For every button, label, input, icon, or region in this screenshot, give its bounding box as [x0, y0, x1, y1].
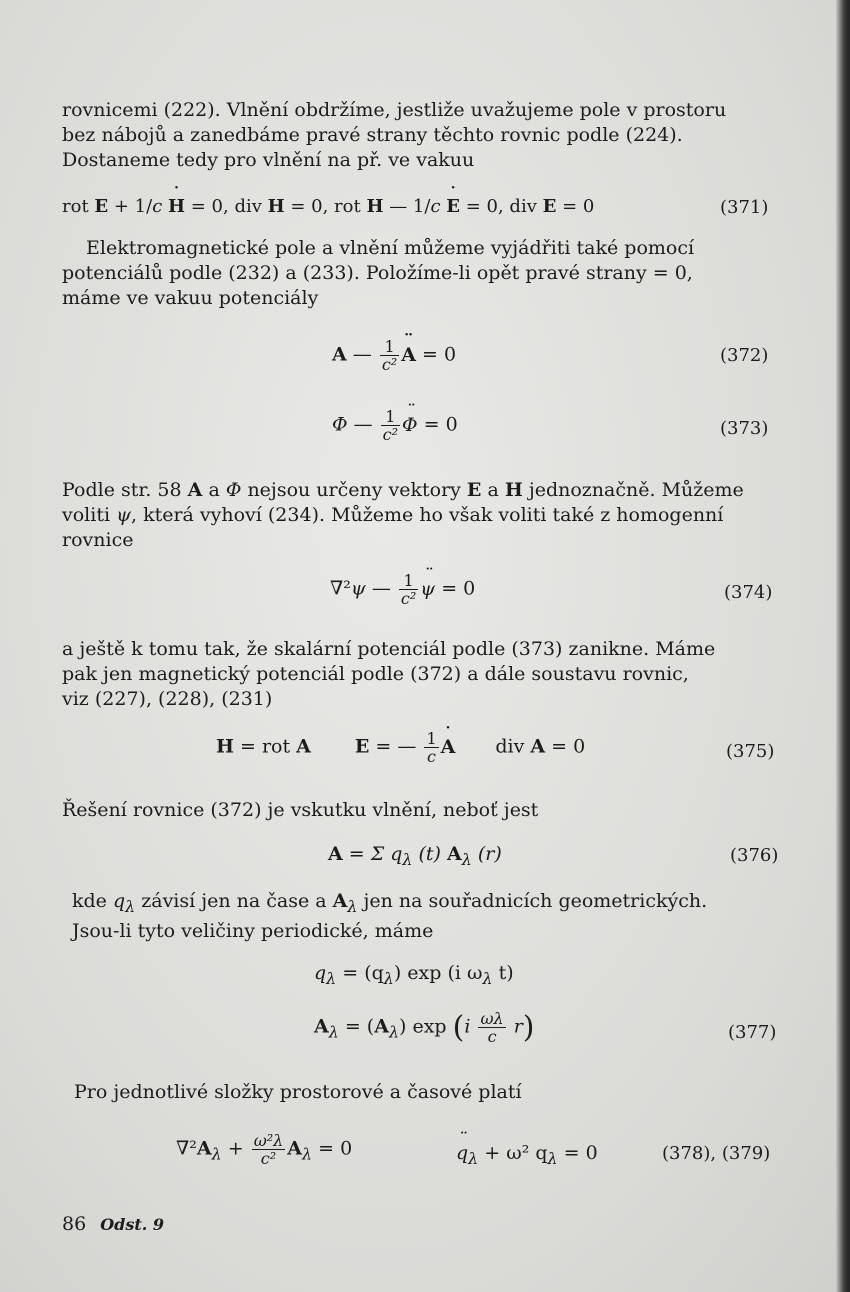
text-run: voliti [62, 504, 117, 526]
text-run: jednoznačně. Můžeme [522, 479, 744, 501]
section-label: Odst. 9 [100, 1215, 164, 1234]
text-line: máme ve vakuu potenciály [62, 287, 319, 309]
paragraph-5 [62, 798, 780, 823]
page-edge-shadow [836, 0, 850, 1292]
text-line: Jsou-li tyto veličiny periodické, máme [72, 919, 434, 942]
paragraph-6 [62, 889, 780, 944]
text-line: bez nábojů a zanedbáme pravé strany těchto rovnic podle (224). [62, 124, 683, 146]
eq-symbol: ˙ E [446, 196, 460, 217]
equation-374 [330, 572, 475, 607]
eq-text: ) exp [399, 1015, 453, 1038]
equation-number-377: (377) [728, 1022, 777, 1043]
eq-symbol: A [374, 1015, 389, 1038]
fraction-numerator: 1 [380, 338, 399, 356]
inline-subscript: λ [125, 896, 136, 916]
eq-symbol: ∇² [176, 1137, 197, 1160]
inline-symbol: H [504, 479, 523, 501]
eq-symbol: q [314, 962, 327, 984]
eq-symbol: Φ [332, 413, 348, 436]
eq-text: (t) [412, 843, 447, 865]
equation-373 [332, 408, 458, 443]
eq-symbol: A [446, 843, 462, 865]
eq-text: + ω² q [478, 1142, 548, 1164]
text-run: závisí jen na čase a [135, 890, 333, 912]
fraction [380, 338, 399, 373]
text-run: jen na souřadnicích geometrických. [357, 890, 708, 912]
text-line [62, 503, 780, 528]
eq-symbol: q [384, 843, 403, 865]
eq-symbol: A [328, 843, 343, 865]
eq-symbol: H [267, 196, 285, 217]
equation-372 [332, 338, 456, 373]
eq-text: rot [62, 196, 95, 217]
fraction [381, 408, 400, 443]
eq-text: = (q [336, 962, 384, 984]
eq-text: t) [492, 962, 514, 984]
inline-symbol: q [112, 890, 126, 912]
text-run: , která vyhoví (234). Můžeme ho však voliti také z homogenní [130, 504, 724, 526]
eq-text: = 0 [417, 413, 458, 436]
equation-379 [456, 1142, 598, 1168]
eq-text: — [346, 343, 378, 366]
eq-text: = 0 [415, 343, 457, 366]
eq-text: = 0 [557, 1142, 598, 1164]
eq-text: (r) [471, 843, 502, 865]
fraction-denominator: c [427, 747, 437, 766]
fraction [424, 730, 438, 765]
eq-symbol: ¨ q [456, 1142, 468, 1164]
eq-symbol: r [507, 1015, 523, 1038]
inline-subscript: λ [347, 896, 358, 916]
inline-symbol: Φ [225, 479, 242, 501]
eq-text: — [365, 577, 397, 600]
eq-text: = 0 [545, 735, 586, 758]
eq-text: div [495, 735, 531, 758]
eq-text: + 1/ [108, 196, 153, 217]
eq-symbol: E [542, 196, 557, 217]
eq-symbol: A [287, 1137, 303, 1160]
equation-375 [216, 730, 585, 765]
fraction [399, 572, 418, 607]
eq-text: = 0 [312, 1137, 353, 1160]
eq-text: = [342, 843, 371, 865]
equation-371 [62, 196, 594, 217]
eq-symbol: A [296, 735, 311, 758]
fraction-denominator: c² [260, 1149, 277, 1168]
eq-text: — 1/ [383, 196, 431, 217]
inline-symbol: A [332, 890, 348, 912]
eq-text: ) exp (i ω [393, 962, 483, 984]
eq-symbol: A [196, 1137, 212, 1160]
fraction [478, 1010, 505, 1045]
text-line: Elektromagnetické pole a vlnění můžeme vyjádřiti také pomocí [86, 237, 695, 259]
eq-subscript: λ [461, 849, 472, 869]
eq-text: = 0 [435, 577, 476, 600]
equation-number-375: (375) [726, 741, 775, 762]
equation-number-373: (373) [720, 418, 769, 439]
eq-subscript: λ [383, 968, 394, 988]
eq-symbol: A [530, 735, 546, 758]
fraction-numerator: 1 [381, 408, 400, 426]
text-line [62, 478, 780, 503]
text-line: a ještě k tomu tak, že skalární potenciál podle (373) zanikne. Máme [62, 638, 716, 660]
fraction-numerator: 1 [399, 572, 418, 590]
eq-text: = ( [338, 1015, 375, 1038]
eq-text: = 0, rot [284, 196, 367, 217]
eq-symbol: E [354, 735, 370, 758]
equation-number-372: (372) [720, 345, 769, 366]
eq-subscript: λ [482, 968, 493, 988]
eq-symbol: E [94, 196, 109, 217]
text-line: rovnice [62, 529, 134, 551]
fraction-numerator: ωλ [480, 1009, 504, 1028]
eq-symbol: A [314, 1015, 329, 1038]
eq-symbol: i [464, 1015, 477, 1038]
eq-subscript: λ [211, 1144, 222, 1164]
fraction-denominator: c² [382, 425, 399, 444]
fraction-numerator: 1 [426, 729, 437, 748]
eq-symbol: Σ [370, 843, 385, 865]
paragraph-2 [62, 236, 780, 311]
equation-377b [314, 1010, 535, 1045]
eq-subscript: λ [328, 1022, 339, 1042]
eq-subscript: λ [302, 1144, 313, 1164]
eq-subscript: λ [326, 968, 337, 988]
equation-number-376: (376) [730, 845, 779, 866]
page-footer [62, 1213, 164, 1235]
right-paren: ) [522, 1010, 535, 1045]
text-line [62, 889, 780, 919]
paragraph-4 [62, 637, 780, 712]
inline-symbol: A [187, 479, 203, 501]
equation-number-374: (374) [724, 582, 773, 603]
equation-376 [328, 843, 502, 869]
page-number: 86 [62, 1213, 87, 1235]
eq-text: = rot [233, 735, 297, 758]
eq-symbol: ¨ ψ [420, 578, 435, 600]
text-line: Pro jednotlivé složky prostorové a časové platí [74, 1081, 522, 1103]
eq-symbol: ¨ A [401, 344, 416, 366]
eq-subscript: λ [468, 1148, 479, 1168]
eq-symbol: ¨ Φ [402, 414, 418, 436]
eq-text: + [221, 1137, 250, 1160]
eq-symbol: ˙ A [441, 736, 456, 758]
fraction-denominator: c [487, 1027, 497, 1046]
left-paren: ( [452, 1010, 465, 1045]
fraction-denominator: c² [400, 589, 417, 608]
equation-377a [314, 962, 514, 988]
eq-subscript: λ [402, 849, 413, 869]
paragraph-1 [62, 98, 780, 173]
text-line: pak jen magnetický potenciál podle (372) a dále soustavu rovnic, [62, 663, 689, 685]
equation-number-378-379: (378), (379) [662, 1143, 771, 1164]
eq-symbol: ψ [350, 577, 366, 600]
eq-symbol: c [152, 196, 163, 217]
eq-subscript: λ [388, 1022, 400, 1042]
text-line: Řešení rovnice (372) je vskutku vlnění, neboť jest [62, 799, 539, 821]
equation-378 [176, 1132, 352, 1167]
equation-number-371: (371) [720, 197, 769, 218]
eq-symbol: ∇² [330, 577, 351, 600]
eq-text: = 0, div [185, 196, 268, 217]
eq-symbol: H [216, 735, 234, 758]
eq-text: = 0, div [460, 196, 543, 217]
eq-symbol: ˙ H [168, 196, 185, 217]
text-line: viz (227), (228), (231) [62, 688, 273, 710]
eq-symbol: H [366, 196, 384, 217]
paragraph-3 [62, 478, 780, 553]
eq-symbol: c [430, 196, 441, 217]
text-line: potenciálů podle (232) a (233). Položíme-li opět pravé strany = 0, [62, 262, 693, 284]
eq-text: = — [369, 735, 423, 758]
eq-text: — [347, 413, 379, 436]
text-run: kde [72, 890, 113, 912]
inline-symbol: ψ [116, 504, 131, 526]
text-line: Dostaneme tedy pro vlnění na př. ve vakuu [62, 149, 475, 171]
eq-symbol: A [332, 343, 347, 366]
eq-text: = 0 [556, 196, 595, 217]
text-line: rovnicemi (222). Vlnění obdržíme, jestliže uvažujeme pole v prostoru [62, 99, 727, 121]
inline-symbol: E [466, 479, 482, 501]
text-run: a [202, 479, 226, 501]
text-run: nejsou určeny vektory [241, 479, 467, 501]
fraction-denominator: c² [381, 355, 398, 374]
fraction [252, 1132, 286, 1167]
eq-subscript: λ [547, 1148, 558, 1168]
fraction-numerator: ω²λ [253, 1131, 284, 1150]
text-run: a [481, 479, 505, 501]
paragraph-7 [62, 1080, 780, 1105]
text-run: Podle str. 58 [62, 479, 188, 501]
